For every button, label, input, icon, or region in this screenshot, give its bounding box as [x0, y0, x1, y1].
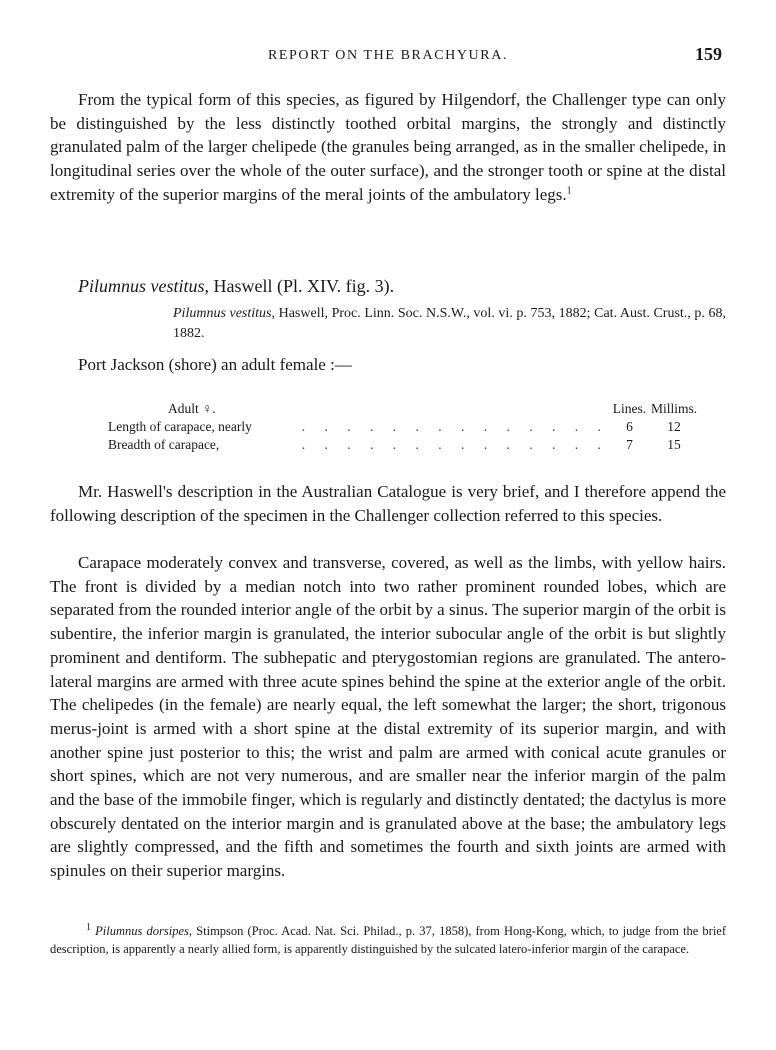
synonymy-citation: [173, 304, 726, 344]
synonymy-text: Haswell, Proc. Linn. Soc. N.S.W., vol. vi. p. 753, 1882; Cat. Aust. Crust., p. 68, 1882.: [173, 306, 726, 341]
synonymy-name: Pilumnus vestitus,: [173, 306, 275, 321]
specimen-label: Adult ♀.: [168, 401, 216, 416]
measurement-label: Length of carapace, nearly: [108, 419, 252, 434]
running-title: REPORT ON THE BRACHYURA.: [267, 48, 509, 63]
measurement-label: Breadth of carapace,: [108, 437, 220, 452]
footnote-marker: 1: [86, 921, 91, 933]
measurements-header-row: [108, 400, 698, 418]
running-head: [0, 44, 776, 68]
column-header-millims: Millims.: [650, 401, 698, 416]
page-number: 159: [695, 44, 722, 64]
measurement-lines: 6: [626, 419, 633, 434]
footnote-reference: 1: [566, 185, 572, 197]
measurement-row: [108, 418, 698, 436]
footnote-text: Stimpson (Proc. Acad. Nat. Sci. Philad., p. 37, 1858), from Hong-Kong, which, to judge from the brief description, is apparently a nearly allied form, is apparently distinguished by the sulcated latero-inferior margin of the carapace.: [50, 924, 727, 956]
measurement-row: [108, 436, 698, 454]
locality-line: Port Jackson (shore) an adult female :—: [78, 355, 352, 374]
intro-paragraph: [50, 88, 726, 207]
species-heading: [78, 276, 394, 297]
species-name: Pilumnus vestitus,: [78, 276, 209, 296]
measurement-millims: 12: [667, 419, 681, 434]
footnote-species-name: Pilumnus dorsipes,: [95, 924, 193, 938]
description-paragraph: Carapace moderately convex and transverse, covered, as well as the limbs, with yellow hairs. The front is divided by a median notch into two rather prominent rounded lobes, which are separated from the rounded interior angle of the orbit by a sinus. The superior margin of the orbit is subentire, the inferior margin is granulated, the interior subocular angle of the orbit is but slightly prominent and dentiform. The subhepatic and pterygostomian regions are granulated. The antero-lateral margins are armed with three acute spines behind the spine at the exterior angle of the orbit. The chelipedes (in the female) are nearly equal, the left somewhat the larger; the short, trigonous merus-joint is armed with a short spine at the distal extremity of its superior margin, and with another spine just posterior to this; the wrist and palm are armed with conical acute granules or short spines, which are not very numerous, and are smaller near the inferior margin of the palm and the base of the immobile finger, which is regularly and distinctly dentated; the dactylus is more obscurely dentated on the interior margin and is granulated above at the base; the ambulatory legs are slightly compressed, and the fifth and sometimes the fourth and sixth joints are armed with spinules on their superior margins.: [50, 553, 726, 881]
species-authority: Haswell (Pl. XIV. fig. 3).: [209, 276, 395, 296]
measurement-millims: 15: [667, 437, 681, 452]
haswell-paragraph: Mr. Haswell's description in the Australian Catalogue is very brief, and I therefore append the following description of the specimen in the Challenger collection referred to this species.: [50, 482, 726, 525]
measurement-lines: 7: [626, 437, 633, 452]
intro-paragraph-text: From the typical form of this species, as figured by Hilgendorf, the Challenger type can only be distinguished by the less distinctly toothed orbital margins, the strongly and distinctly granulated palm of the larger chelipede (the granules being arranged, as in the smaller chelipede, in longitudinal series over the whole of the outer surface), and the stronger tooth or spine at the distal extremity of the superior margins of the meral joints of the ambulatory legs.: [50, 90, 726, 204]
column-header-lines: Lines.: [612, 401, 647, 416]
dot-leader: . . . . . . . . . . . . . .: [301, 419, 609, 434]
dot-leader: . . . . . . . . . . . . . .: [301, 437, 609, 452]
footnote: [50, 922, 726, 958]
measurements-table: [108, 400, 698, 454]
